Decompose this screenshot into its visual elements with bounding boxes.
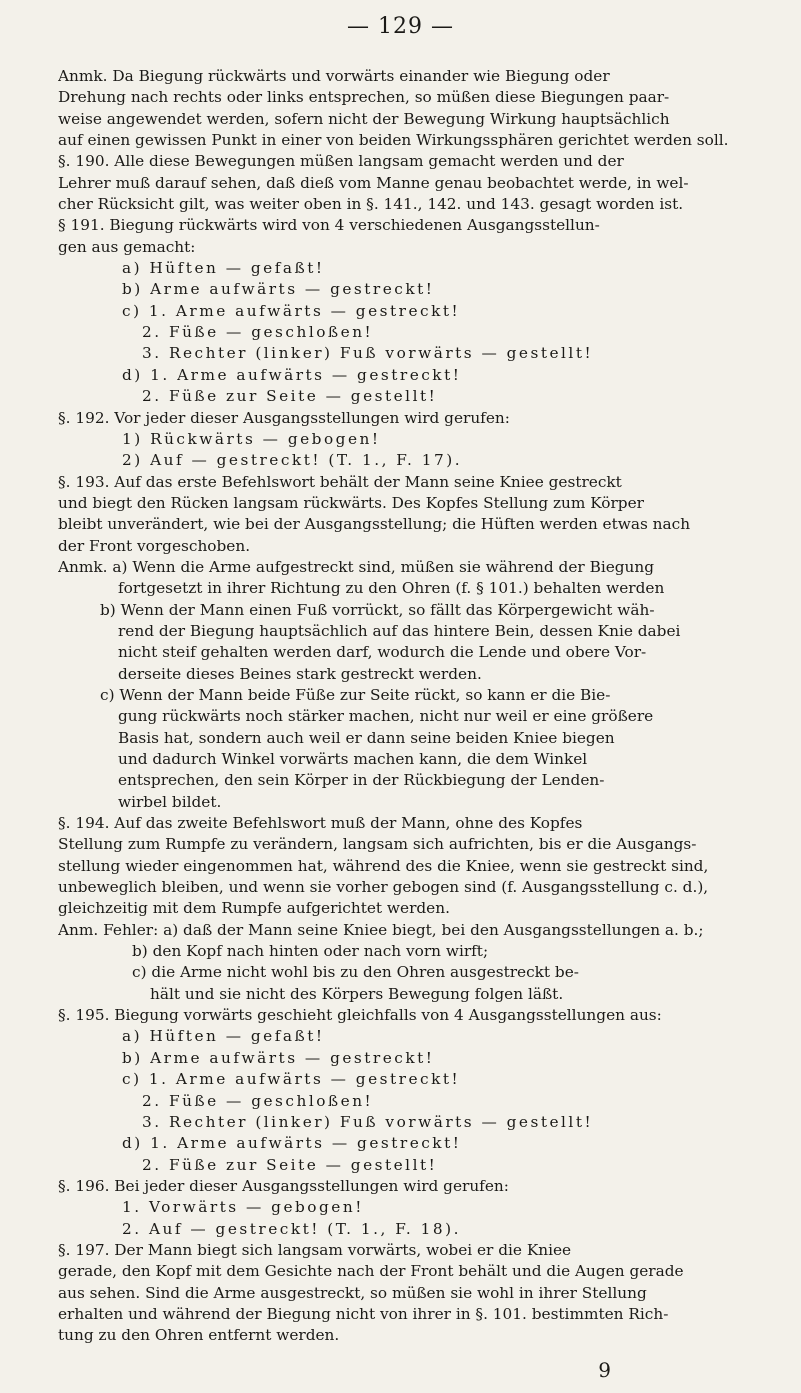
text-line: wirbel bildet.: [118, 792, 222, 811]
text-line: 3. Rechter (linker) Fuß vorwärts — gestellt!: [142, 1112, 594, 1131]
text-line: b) Wenn der Mann einen Fuß vorrückt, so fällt das Körpergewicht wäh-: [100, 600, 655, 619]
text-line: Drehung nach rechts oder links entsprechen, so müßen diese Biegungen paar-: [58, 88, 670, 107]
text-line: cher Rücksicht gilt, was weiter oben in §. 141., 142. und 143. gesagt worden ist.: [58, 195, 684, 214]
page-body-text: [58, 66, 761, 1347]
text-line: a) Hüften — gefaßt!: [122, 259, 325, 278]
text-line: hält und sie nicht des Körpers Bewegung folgen läßt.: [150, 984, 564, 1003]
text-line: weise angewendet werden, sofern nicht der Bewegung Wirkung hauptsächlich: [58, 109, 670, 128]
text-line: 2. Auf — gestreckt! (T. 1., F. 18).: [122, 1219, 461, 1238]
text-line: nicht steif gehalten werden darf, wodurch die Lende und obere Vor-: [118, 643, 647, 662]
text-line: und biegt den Rücken langsam rückwärts. Des Kopfes Stellung zum Körper: [58, 493, 644, 512]
text-line: auf einen gewissen Punkt in einer von beiden Wirkungssphären gerichtet werden soll.: [58, 131, 729, 150]
text-line: §. 192. Vor jeder dieser Ausgangsstellungen wird gerufen:: [58, 408, 510, 427]
text-line: §. 194. Auf das zweite Befehlswort muß der Mann, ohne des Kopfes: [58, 814, 583, 833]
text-line: §. 190. Alle diese Bewegungen müßen langsam gemacht werden und der: [58, 152, 624, 171]
text-line: d) 1. Arme aufwärts — gestreckt!: [122, 1134, 462, 1153]
text-line: c) 1. Arme aufwärts — gestreckt!: [122, 301, 461, 320]
text-line: Stellung zum Rumpfe zu verändern, langsam sich aufrichten, bis er die Ausgangs-: [58, 835, 697, 854]
text-line: a) Hüften — gefaßt!: [122, 1027, 325, 1046]
text-line: Anmk. Da Biegung rückwärts und vorwärts einander wie Biegung oder: [58, 67, 610, 85]
text-line: 2) Auf — gestreckt! (T. 1., F. 17).: [122, 451, 463, 470]
text-line: erhalten und während der Biegung nicht von ihrer in §. 101. bestimmten Rich-: [58, 1304, 669, 1323]
text-line: Basis hat, sondern auch weil er dann seine beiden Kniee biegen: [118, 728, 615, 747]
text-line: b) den Kopf nach hinten oder nach vorn wirft;: [132, 942, 489, 961]
text-line: derseite dieses Beines stark gestreckt werden.: [118, 664, 482, 683]
text-line: 2. Füße — geschloßen!: [142, 323, 374, 342]
text-line: 2. Füße zur Seite — gestellt!: [142, 387, 438, 406]
text-line: c) die Arme nicht wohl bis zu den Ohren ausgestreckt be-: [132, 963, 579, 982]
text-line: b) Arme aufwärts — gestreckt!: [122, 280, 435, 299]
text-line: aus sehen. Sind die Arme ausgestreckt, so müßen sie wohl in ihrer Stellung: [58, 1283, 647, 1302]
text-line: rend der Biegung hauptsächlich auf das hintere Bein, dessen Knie dabei: [118, 621, 681, 640]
text-line: der Front vorgeschoben.: [58, 536, 251, 555]
text-line: §. 195. Biegung vorwärts geschieht gleichfalls von 4 Ausgangsstellungen aus:: [58, 1006, 662, 1025]
text-line: entsprechen, den sein Körper in der Rückbiegung der Lenden-: [118, 771, 605, 790]
text-line: c) Wenn der Mann beide Füße zur Seite rückt, so kann er die Bie-: [100, 685, 611, 704]
text-line: gen aus gemacht:: [58, 237, 196, 256]
text-line: §. 196. Bei jeder dieser Ausgangsstellungen wird gerufen:: [58, 1176, 509, 1195]
text-line: Anm. Fehler: a) daß der Mann seine Kniee biegt, bei den Ausgangsstellungen a. b.;: [58, 920, 704, 939]
text-line: unbeweglich bleiben, und wenn sie vorher gebogen sind (f. Ausgangsstellung c. d.),: [58, 878, 709, 897]
text-line: §. 193. Auf das erste Befehlswort behält der Mann seine Kniee gestreckt: [58, 472, 622, 491]
text-line: bleibt unverändert, wie bei der Ausgangsstellung; die Hüften werden etwas nach: [58, 515, 691, 534]
text-line: §. 197. Der Mann biegt sich langsam vorwärts, wobei er die Kniee: [58, 1240, 572, 1259]
text-line: d) 1. Arme aufwärts — gestreckt!: [122, 365, 462, 384]
text-line: 1. Vorwärts — gebogen!: [122, 1198, 364, 1217]
text-line: 2. Füße — geschloßen!: [142, 1091, 374, 1110]
text-line: c) 1. Arme aufwärts — gestreckt!: [122, 1070, 461, 1089]
text-line: b) Arme aufwärts — gestreckt!: [122, 1048, 435, 1067]
text-line: und dadurch Winkel vorwärts machen kann, die dem Winkel: [118, 750, 588, 768]
printer-signature: 9: [598, 1358, 611, 1382]
text-line: fortgesetzt in ihrer Richtung zu den Ohren (f. § 101.) behalten werden: [118, 579, 665, 598]
text-line: 3. Rechter (linker) Fuß vorwärts — gestellt!: [142, 344, 594, 363]
text-line: gleichzeitig mit dem Rumpfe aufgerichtet werden.: [58, 899, 450, 918]
text-line: § 191. Biegung rückwärts wird von 4 verschiedenen Ausgangsstellun-: [58, 216, 600, 235]
text-line: gung rückwärts noch stärker machen, nicht nur weil er eine größere: [118, 707, 654, 726]
text-line: tung zu den Ohren entfernt werden.: [58, 1326, 340, 1345]
text-line: gerade, den Kopf mit dem Gesichte nach der Front behält und die Augen gerade: [58, 1262, 684, 1281]
text-line: Anmk. a) Wenn die Arme aufgestreckt sind, müßen sie während der Biegung: [58, 557, 655, 576]
text-line: stellung wieder eingenommen hat, während des die Kniee, wenn sie gestreckt sind,: [58, 856, 709, 875]
text-line: 1) Rückwärts — gebogen!: [122, 429, 381, 448]
text-line: 2. Füße zur Seite — gestellt!: [142, 1155, 438, 1174]
page-header: — 129 —: [347, 14, 454, 39]
text-line: Lehrer muß darauf sehen, daß dieß vom Manne genau beobachtet werde, in wel-: [58, 173, 689, 192]
